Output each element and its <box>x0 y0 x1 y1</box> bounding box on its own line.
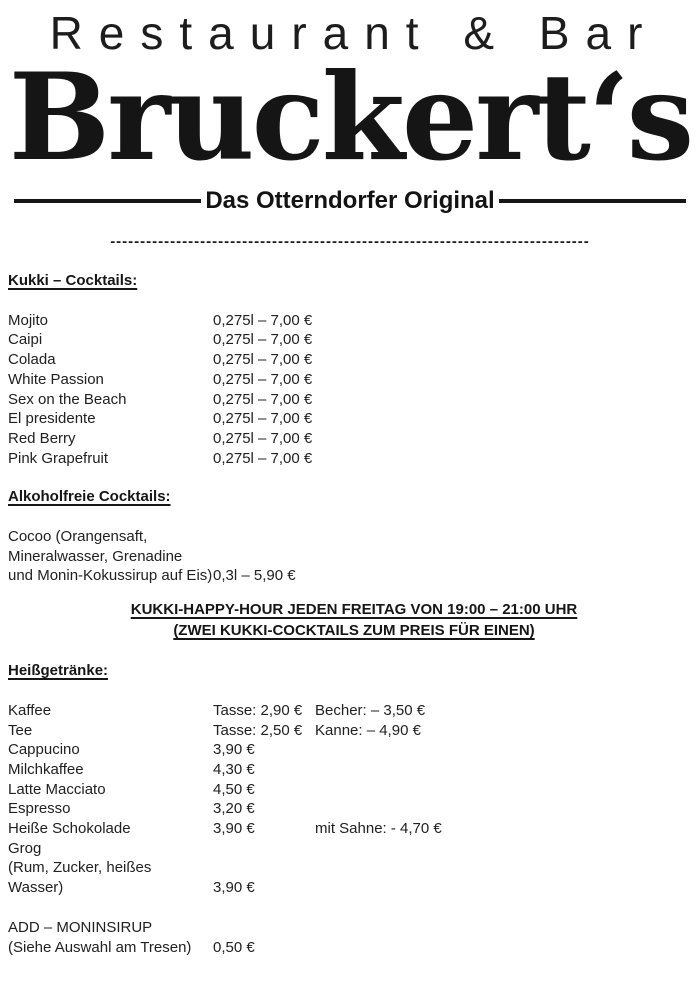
item-price: 0,50 € <box>213 938 255 956</box>
item-name: Tee <box>8 721 33 739</box>
menu-item <box>8 799 700 819</box>
menu-item <box>8 938 700 958</box>
menu-body <box>0 250 700 957</box>
item-name: Latte Macciato <box>8 780 106 798</box>
item-name: Colada <box>8 351 56 369</box>
item-price-secondary: Kanne: – 4,90 € <box>315 721 421 739</box>
item-name: Red Berry <box>8 429 76 447</box>
item-name: (Rum, Zucker, heißes <box>8 859 152 877</box>
tagline-rule-left <box>14 199 201 203</box>
item-price: 0,275l – 7,00 € <box>213 390 313 408</box>
menu-item <box>8 858 700 878</box>
item-name: Heiße Schokolade <box>8 820 131 838</box>
item-name: Mojito <box>8 311 49 329</box>
item-price: Tasse: 2,90 € <box>213 701 303 719</box>
menu-item <box>8 409 700 429</box>
menu-item <box>8 390 700 410</box>
menu-item <box>8 819 700 839</box>
dashed-separator: -------------------------------------------------------------------------------- <box>110 234 590 250</box>
item-price: 0,275l – 7,00 € <box>213 331 313 349</box>
item-name: Milchkaffee <box>8 760 84 778</box>
item-name: Kaffee <box>8 701 52 719</box>
item-price: 0,275l – 7,00 € <box>213 410 313 428</box>
happy-hour-line1: KUKKI-HAPPY-HOUR JEDEN FREITAG VON 19:00 – 21:00 UHR <box>130 601 578 619</box>
menu-item <box>8 721 700 741</box>
item-price-secondary: Becher: – 3,50 € <box>315 701 426 719</box>
menu-item <box>8 839 700 859</box>
item-price: 3,90 € <box>213 879 255 897</box>
item-name-line: Mineralwasser, Grenadine <box>8 547 183 565</box>
tagline-text: Das Otterndorfer Original <box>205 187 495 214</box>
menu-item <box>8 918 700 938</box>
item-price-secondary: mit Sahne: - 4,70 € <box>315 820 442 838</box>
section-title-heissgetraenke: Heißgetränke: <box>8 662 109 680</box>
heiss-items <box>8 701 700 898</box>
happy-hour-line2: (ZWEI KUKKI-COCKTAILS ZUM PREIS FÜR EINEN) <box>173 622 535 640</box>
menu-item <box>8 740 700 760</box>
tagline-row <box>14 188 686 214</box>
item-name: Espresso <box>8 800 71 818</box>
restaurant-bar-heading: Restaurant & Bar <box>49 7 659 59</box>
item-price: 4,30 € <box>213 760 255 778</box>
item-price: 3,90 € <box>213 741 255 759</box>
menu-item <box>8 566 700 586</box>
menu-item <box>8 760 700 780</box>
menu-item <box>8 780 700 800</box>
menu-item <box>8 429 700 449</box>
menu-item <box>8 701 700 721</box>
item-name: Caipi <box>8 331 43 349</box>
menu-item <box>8 449 700 469</box>
item-price: Tasse: 2,50 € <box>213 721 303 739</box>
item-name: (Siehe Auswahl am Tresen) <box>8 938 192 956</box>
kukki-items <box>8 311 700 469</box>
menu-item <box>8 311 700 331</box>
happy-hour-banner <box>8 599 700 641</box>
item-name: Grog <box>8 839 42 857</box>
item-name: ADD – MONINSIRUP <box>8 918 153 936</box>
section-title-alkoholfreie-cocktails: Alkoholfreie Cocktails: <box>8 488 171 506</box>
brand-name: Bruckert‘s <box>8 47 692 188</box>
item-price: 0,275l – 7,00 € <box>213 370 313 388</box>
item-price: 3,90 € <box>213 820 255 838</box>
item-price: 0,275l – 7,00 € <box>213 429 313 447</box>
menu-item <box>8 370 700 390</box>
menu-item <box>8 878 700 898</box>
item-name: und Monin-Kokussirup auf Eis) <box>8 567 213 585</box>
item-price: 0,275l – 7,00 € <box>213 311 313 329</box>
item-name: El presidente <box>8 410 96 428</box>
item-name: White Passion <box>8 370 104 388</box>
item-name: Wasser) <box>8 879 64 897</box>
item-name-line: Cocoo (Orangensaft, <box>8 528 148 546</box>
menu-item <box>8 330 700 350</box>
item-price: 0,275l – 7,00 € <box>213 351 313 369</box>
addons-items <box>8 918 700 957</box>
item-name: Sex on the Beach <box>8 390 127 408</box>
item-price: 0,275l – 7,00 € <box>213 449 313 467</box>
alkoholfrei-items <box>8 527 700 586</box>
item-price: 4,50 € <box>213 780 255 798</box>
item-name: Pink Grapefruit <box>8 449 109 467</box>
tagline-rule-right <box>499 199 686 203</box>
item-name: Cappucino <box>8 741 80 759</box>
item-price: 0,3l – 5,90 € <box>213 567 296 585</box>
section-title-kukki-cocktails: Kukki – Cocktails: <box>8 272 138 289</box>
item-price: 3,20 € <box>213 800 255 818</box>
menu-item <box>8 350 700 370</box>
